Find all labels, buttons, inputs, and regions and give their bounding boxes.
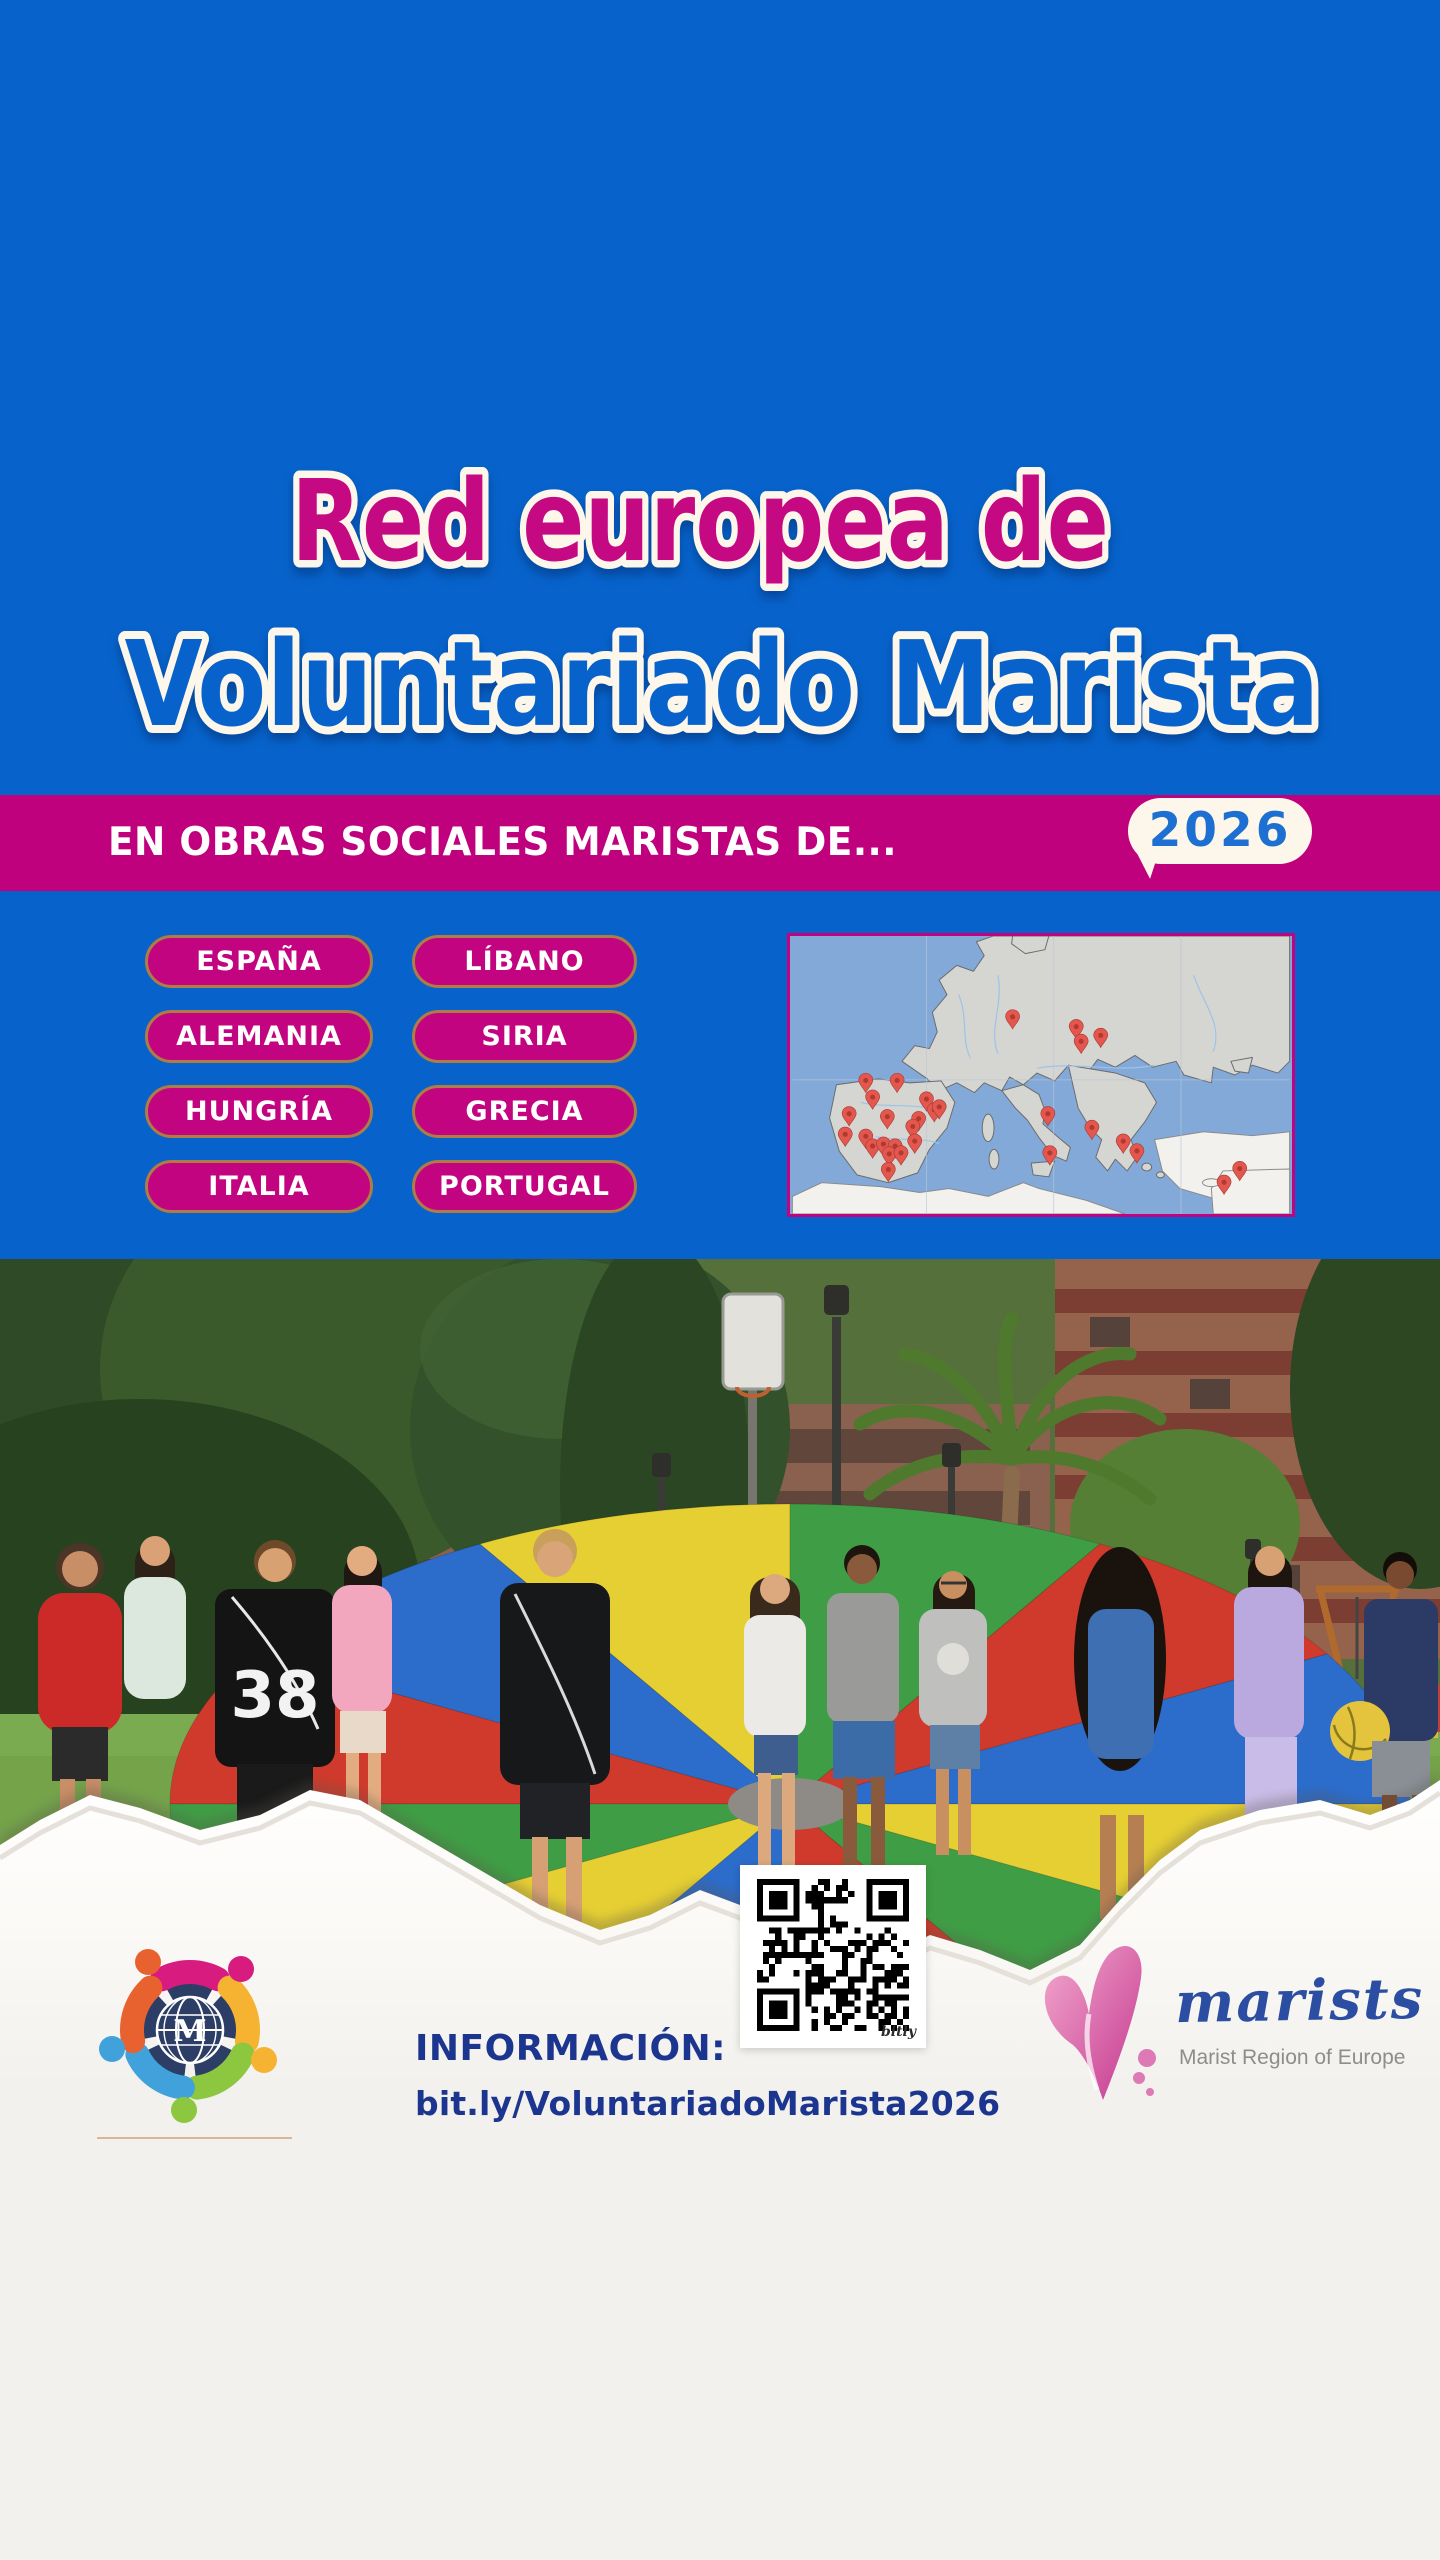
country-button-hungria[interactable]: HUNGRÍA [145,1085,373,1138]
title-line-1: Red europea de [291,457,1109,587]
svg-text:M: M [173,2014,207,2049]
poster-title [0,410,1440,760]
banner-text: EN OBRAS SOCIALES MARISTAS DE... [108,820,897,865]
divider-line [97,2137,292,2139]
marists-wordmark: marists [1174,1965,1425,2037]
year-badge: 2026 [1128,798,1312,864]
jersey-number: 38 [230,1659,320,1733]
volunteer-network-logo [95,1930,285,2130]
banner [0,795,1440,891]
country-button-portugal[interactable]: PORTUGAL [412,1160,637,1213]
country-button-siria[interactable]: SIRIA [412,1010,637,1063]
marists-logo [1035,1940,1425,2120]
info-label: INFORMACIÓN: [415,2028,727,2069]
qr-card [740,1865,926,2048]
globe-icon [157,1997,223,2063]
footer-background [0,2080,1440,2560]
country-button-alemania[interactable]: ALEMANIA [145,1010,373,1063]
europe-map [790,936,1292,1214]
marists-subtitle: Marist Region of Europe [1179,2046,1406,2069]
qr-caption: bitly [880,2024,916,2040]
title-line-2: Voluntariado Marista [124,615,1320,753]
country-button-italia[interactable]: ITALIA [145,1160,373,1213]
country-button-libano[interactable]: LÍBANO [412,935,637,988]
country-button-list [145,935,637,1213]
country-button-grecia[interactable]: GRECIA [412,1085,637,1138]
country-button-espana[interactable]: ESPAÑA [145,935,373,988]
info-link[interactable]: bit.ly/VoluntariadoMarista2026 [415,2084,1001,2123]
marist-heart-icon [1035,1940,1170,2115]
europe-map-panel [787,933,1295,1217]
qr-code[interactable] [757,1879,909,2031]
